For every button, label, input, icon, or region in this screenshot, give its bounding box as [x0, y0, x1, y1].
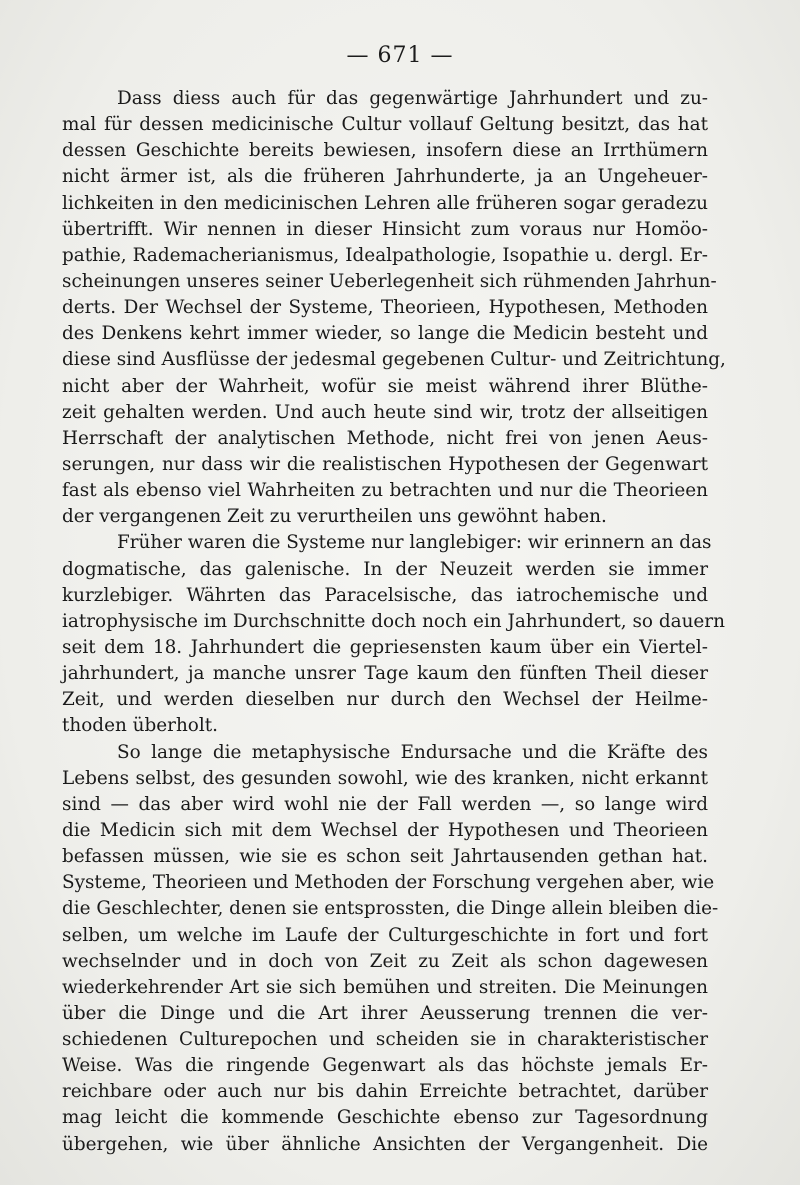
text-line: Herrschaft der analytischen Methode, nicht frei von jenen Aeus-	[62, 427, 708, 449]
text-line: übertrifft. Wir nennen in dieser Hinsicht zum voraus nur Homöo-	[62, 218, 708, 240]
text-line: befassen müssen, wie sie es schon seit Jahrtausenden gethan hat.	[62, 846, 708, 868]
text-line: lichkeiten in den medicinischen Lehren alle früheren sogar geradezu	[62, 192, 708, 214]
text-line: serungen, nur dass wir die realistischen Hypothesen der Gegenwart	[62, 453, 708, 475]
text-line: über die Dinge und die Art ihrer Aeusserung trennen die ver-	[62, 1002, 708, 1024]
text-line: wechselnder und in doch von Zeit zu Zeit als schon dagewesen	[62, 950, 708, 972]
body-text	[62, 86, 726, 1158]
text-line: Dass diess auch für das gegenwärtige Jahrhundert und zu-	[117, 88, 708, 109]
text-line: übergehen, wie über ähnliche Ansichten der Vergangenheit. Die	[62, 1133, 708, 1155]
text-line: mag leicht die kommende Geschichte ebenso zur Tagesordnung	[62, 1107, 708, 1129]
text-line: derts. Der Wechsel der Systeme, Theorieen, Hypothesen, Methoden	[62, 297, 708, 319]
text-line: fast als ebenso viel Wahrheiten zu betrachten und nur die Theorieen	[62, 480, 708, 502]
text-line: zeit gehalten werden. Und auch heute sind wir, trotz der allseitigen	[62, 401, 708, 423]
text-line: jahrhundert, ja manche unsrer Tage kaum den fünften Theil dieser	[62, 663, 708, 685]
text-line: schiedenen Culturepochen und scheiden sie in charakteristischer	[62, 1029, 708, 1051]
text-line: des Denkens kehrt immer wieder, so lange die Medicin besteht und	[62, 323, 708, 345]
text-line: thoden überholt.	[62, 715, 218, 737]
page-number: — 671 —	[346, 43, 454, 68]
text-line: Früher waren die Systeme nur langlebiger: wir erinnern an das	[117, 532, 712, 554]
text-line: scheinungen unseres seiner Ueberlegenheit sich rühmenden Jahrhun-	[62, 270, 717, 292]
text-line: nicht ärmer ist, als die früheren Jahrhunderte, ja an Ungeheuer-	[62, 166, 708, 188]
text-line: pathie, Rademacherianismus, Idealpathologie, Isopathie u. dergl. Er-	[62, 244, 708, 266]
text-line: Zeit, und werden dieselben nur durch den Wechsel der Heilme-	[62, 689, 708, 711]
text-line: sind — das aber wird wohl nie der Fall werden —, so lange wird	[62, 793, 708, 815]
text-line: die Geschlechter, denen sie entsprossten, die Dinge allein bleiben die-	[62, 898, 719, 920]
text-line: So lange die metaphysische Endursache und die Kräfte des	[117, 741, 708, 763]
text-line: kurzlebiger. Währten das Paracelsische, das iatrochemische und	[62, 584, 708, 606]
text-line: dogmatische, das galenische. In der Neuzeit werden sie immer	[62, 558, 708, 580]
text-line: Weise. Was die ringende Gegenwart als das höchste jemals Er-	[62, 1055, 708, 1077]
text-line: wiederkehrender Art sie sich bemühen und streiten. Die Meinungen	[62, 976, 708, 998]
text-line: selben, um welche im Laufe der Culturgeschichte in fort und fort	[62, 924, 708, 946]
text-line: iatrophysische im Durchschnitte doch noch ein Jahrhundert, so dauern	[62, 610, 725, 632]
text-line: die Medicin sich mit dem Wechsel der Hypothesen und Theorieen	[62, 819, 708, 841]
text-line: mal für dessen medicinische Cultur vollauf Geltung besitzt, das hat	[62, 114, 708, 136]
text-line: diese sind Ausflüsse der jedesmal gegebenen Cultur- und Zeitrichtung,	[62, 349, 726, 371]
text-line: der vergangenen Zeit zu verurtheilen uns gewöhnt haben.	[62, 506, 607, 528]
text-line: reichbare oder auch nur bis dahin Erreichte betrachtet, darüber	[62, 1081, 708, 1103]
text-line: nicht aber der Wahrheit, wofür sie meist während ihrer Blüthe-	[62, 375, 708, 397]
text-line: Lebens selbst, des gesunden sowohl, wie des kranken, nicht erkannt	[62, 767, 708, 789]
text-line: dessen Geschichte bereits bewiesen, insofern diese an Irrthümern	[62, 140, 708, 162]
text-line: Systeme, Theorieen und Methoden der Forschung vergehen aber, wie	[62, 872, 715, 894]
text-line: seit dem 18. Jahrhundert die gepriesensten kaum über ein Viertel-	[62, 636, 708, 658]
